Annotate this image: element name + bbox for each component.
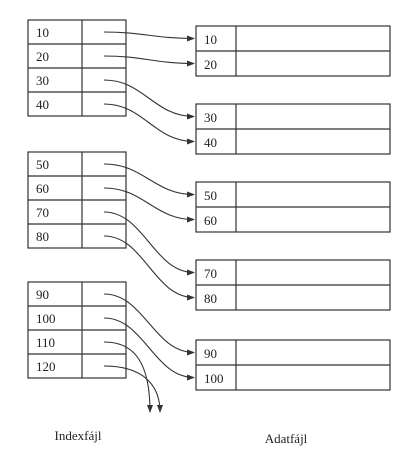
index-key: 30 — [36, 73, 49, 88]
index-key: 20 — [36, 49, 49, 64]
pointer-arrow — [104, 212, 194, 273]
pointer-arrow — [104, 104, 194, 142]
pointer-arrow — [104, 164, 194, 195]
data-key: 60 — [204, 213, 217, 228]
data-key: 10 — [204, 32, 217, 47]
pointer-arrow — [104, 56, 194, 64]
index-key: 100 — [36, 311, 56, 326]
data-block — [196, 104, 390, 154]
dangling-pointer-arrow — [104, 366, 160, 412]
data-block — [196, 260, 390, 310]
data-block — [196, 182, 390, 232]
pointer-arrows — [104, 32, 194, 412]
data-key: 80 — [204, 291, 217, 306]
data-key: 40 — [204, 135, 217, 150]
index-file — [28, 20, 126, 378]
index-key: 90 — [36, 287, 49, 302]
pointer-arrow — [104, 32, 194, 39]
pointer-arrow — [104, 318, 194, 378]
index-block — [28, 152, 126, 248]
data-key: 30 — [204, 110, 217, 125]
index-key: 70 — [36, 205, 49, 220]
index-block — [28, 282, 126, 378]
data-key: 90 — [204, 346, 217, 361]
index-key: 40 — [36, 97, 49, 112]
data-block — [196, 340, 390, 390]
data-key: 70 — [204, 266, 217, 281]
index-key: 120 — [36, 359, 56, 374]
index-key: 80 — [36, 229, 49, 244]
data-file — [196, 26, 390, 390]
data-block — [196, 26, 390, 76]
index-key: 110 — [36, 335, 56, 350]
index-file-label: Indexfájl — [54, 428, 102, 443]
index-block — [28, 20, 126, 116]
index-key: 10 — [36, 25, 49, 40]
pointer-arrow — [104, 80, 194, 117]
pointer-arrow — [104, 236, 194, 298]
data-key: 100 — [204, 371, 224, 386]
index-key: 50 — [36, 157, 49, 172]
data-key: 50 — [204, 188, 217, 203]
index-key: 60 — [36, 181, 49, 196]
data-key: 20 — [204, 57, 217, 72]
data-file-label: Adatfájl — [264, 431, 308, 446]
dangling-pointer-arrow — [104, 342, 150, 412]
